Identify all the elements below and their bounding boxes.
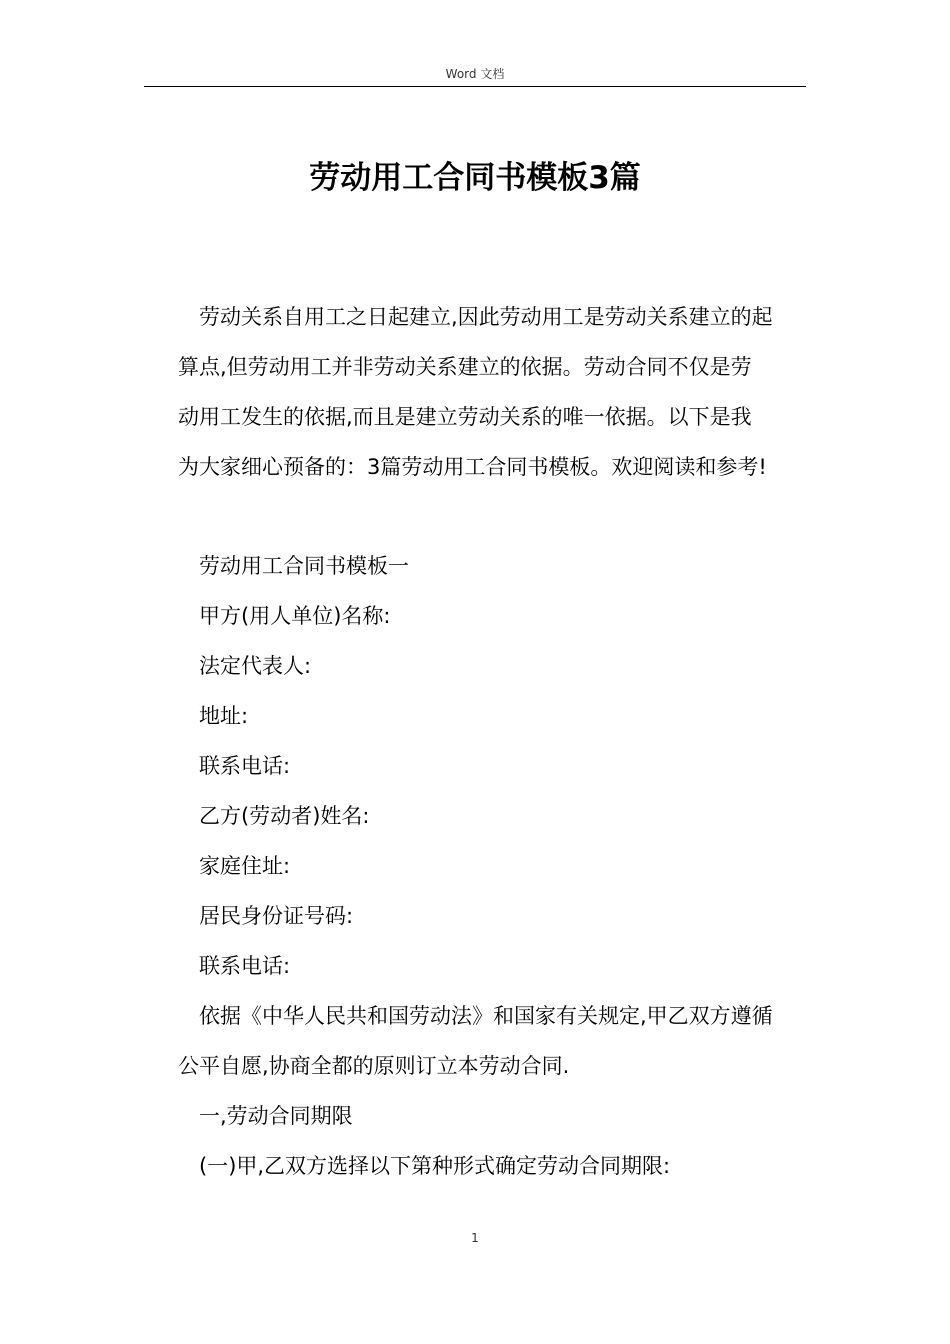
clause-item: (一)甲,乙双方选择以下第种形式确定劳动合同期限: bbox=[199, 1154, 671, 1178]
clause-heading: 一,劳动合同期限 bbox=[199, 1104, 353, 1128]
party-a-phone-label: 联系电话: bbox=[199, 754, 291, 778]
header-divider bbox=[144, 86, 806, 87]
section-heading: 劳动用工合同书模板一 bbox=[199, 554, 409, 578]
address-label: 地址: bbox=[199, 704, 249, 728]
clause-text: 依据《中华人民共和国劳动法》和国家有关规定,甲乙双方遵循 bbox=[199, 1004, 773, 1028]
document-title: 劳动用工合同书模板3篇 bbox=[309, 160, 641, 196]
page-number: 1 bbox=[471, 1231, 479, 1245]
intro-line: 动用工发生的依据,而且是建立劳动关系的唯一依据。以下是我 bbox=[178, 405, 752, 429]
clause-text-continued: 公平自愿,协商全都的原则订立本劳动合同. bbox=[178, 1054, 570, 1078]
legal-representative-label: 法定代表人: bbox=[199, 654, 312, 678]
page-header: Word 文档 bbox=[445, 67, 505, 81]
intro-line: 算点,但劳动用工并非劳动关系建立的依据。劳动合同不仅是劳 bbox=[178, 355, 752, 379]
id-number-label: 居民身份证号码: bbox=[199, 904, 354, 928]
intro-paragraph bbox=[178, 292, 810, 492]
party-b-name-label: 乙方(劳动者)姓名: bbox=[199, 804, 370, 828]
home-address-label: 家庭住址: bbox=[199, 854, 291, 878]
intro-line: 劳动关系自用工之日起建立,因此劳动用工是劳动关系建立的起 bbox=[199, 305, 773, 329]
party-a-name-label: 甲方(用人单位)名称: bbox=[199, 604, 391, 628]
intro-line: 为大家细心预备的：3篇劳动用工合同书模板。欢迎阅读和参考! bbox=[178, 455, 767, 479]
party-b-phone-label: 联系电话: bbox=[199, 954, 291, 978]
contract-body bbox=[178, 541, 810, 1191]
